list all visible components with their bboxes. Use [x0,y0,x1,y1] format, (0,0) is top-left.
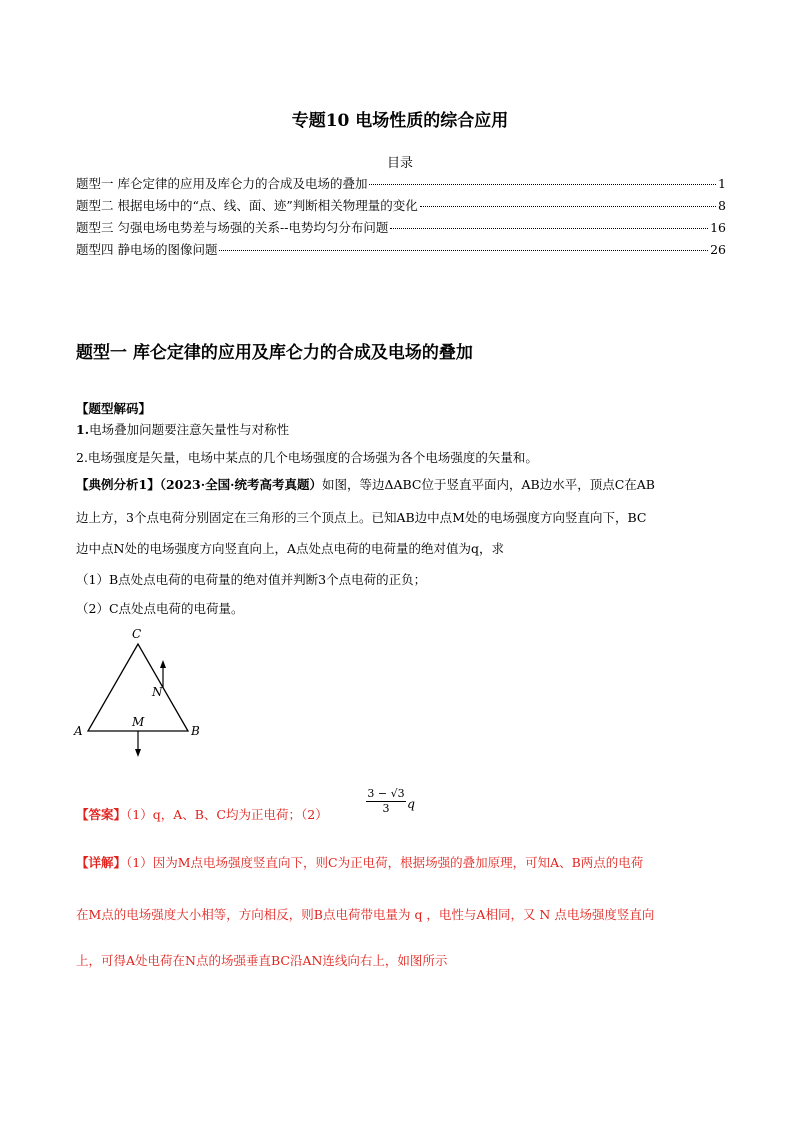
detail-label: 【详解】 [76,855,127,870]
toc-entry[interactable] [76,174,726,196]
fraction-denominator: 3 [382,802,390,815]
example-line-3: 边中点N处的电场强度方向竖直向上，A点处点电荷的电荷量的绝对值为q，求 [76,541,504,556]
question-1: （1）B点处点电荷的电荷量的绝对值并判断3个点电荷的正负； [76,572,427,587]
example-text-1: 如图，等边ΔABC位于竖直平面内，AB边水平，顶点C在AB [321,477,655,492]
label-c: C [132,627,142,641]
page-title: 专题10 电场性质的综合应用 [291,111,509,131]
triangle-figure [70,622,210,767]
section-heading: 题型一 库仑定律的应用及库仑力的合成及电场的叠加 [76,343,473,363]
toc-leader [420,206,716,207]
toc-leader [390,228,708,229]
toc-entry[interactable] [76,218,726,240]
toc-entry[interactable] [76,240,726,262]
toc-entry-page: 8 [718,198,726,213]
arrow-head-down-icon [135,749,141,757]
tip-1 [76,421,726,439]
example-line-2: 边上方，3个点电荷分别固定在三角形的三个顶点上。已知AB边中点M处的电场强度方向竖直向下，BC [76,510,647,525]
toc-entry-label: 题型四 静电场的图像问题 [76,242,218,257]
label-a: A [74,724,83,738]
label-n: N [152,685,163,699]
detail-line-3: 上，可得A处电荷在N点的场强垂直BC沿AN连线向右上，如图所示 [76,953,448,968]
answer-label: 【答案】 [76,807,127,822]
arrow-head-up-icon [160,660,166,668]
fraction-numerator: 3 − √3 [367,787,405,800]
toc-entry-page: 26 [710,242,726,257]
label-b: B [191,724,200,738]
tip-1-text: 电场叠加问题要注意矢量性与对称性 [89,422,290,437]
answer-fraction [366,787,406,815]
table-of-contents [76,174,726,262]
tip-label: 【题型解码】 [76,401,152,416]
label-m: M [132,715,145,729]
toc-entry-page: 1 [718,176,726,191]
detail-line-1 [76,854,726,872]
toc-entry-label: 题型一 库仑定律的应用及库仑力的合成及电场的叠加 [76,176,368,191]
fraction-tail: q [407,796,416,811]
example-line-1 [76,476,726,494]
toc-entry[interactable] [76,196,726,218]
detail-text-1: （1）因为M点电场强度竖直向下，则C为正电荷，根据场强的叠加原理，可知A、B两点的电荷 [126,855,644,870]
question-2: （2）C点处点电荷的电荷量。 [76,601,244,616]
answer-text: （1）q，A、B、C均为正电荷；（2） [126,807,328,822]
toc-heading: 目录 [386,156,413,171]
example-label: 【典例分析1】 [76,477,160,492]
toc-entry-page: 16 [710,220,726,235]
tip-1-number: 1. [76,422,90,437]
detail-line-2: 在M点的电场强度大小相等，方向相反，则B点电荷带电量为 q ，电性与A相同，又 N 点电场强度竖直向 [76,907,655,922]
toc-leader [369,184,716,185]
tip-2: 2.电场强度是矢量，电场中某点的几个电场强度的合场强为各个电场强度的矢量和。 [76,450,538,465]
toc-entry-label: 题型三 匀强电场电势差与场强的关系--电势均匀分布问题 [76,220,389,235]
toc-leader [219,250,708,251]
toc-entry-label: 题型二 根据电场中的“点、线、面、迹”判断相关物理量的变化 [76,198,418,213]
example-source: （2023·全国·统考高考真题） [159,477,322,492]
